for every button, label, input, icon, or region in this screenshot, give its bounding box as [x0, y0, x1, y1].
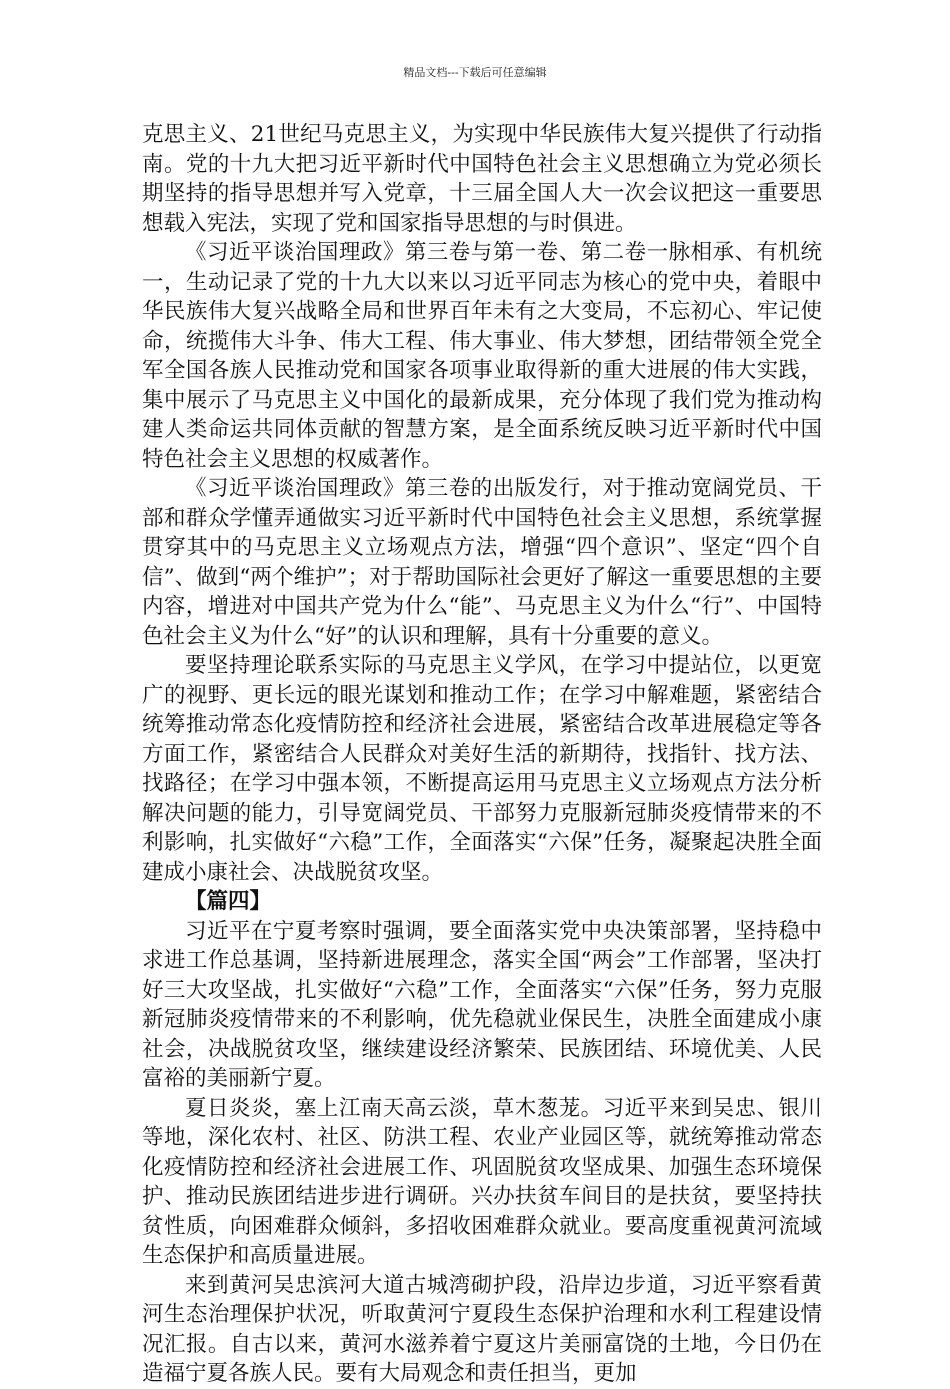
section-heading: 【篇四】 [185, 889, 272, 914]
paragraph-3: 《习近平谈治国理政》第三卷的出版发行，对于推动宽阔党员、干部和群众学懂弄通做实习近平新时代中国特色社会主义思想，系统掌握贯穿其中的马克思主义立场观点方法，增强“四个意识”、坚定“四个自信”、做到“两个维护”；对于帮助国际社会更好了解这一重要思想的主要内容，增进对中国共产党为什么“能”、马克思主义为什么“行”、中国特色社会主义为什么“好”的认识和理解，具有十分重要的意义。 [142, 476, 822, 649]
page-header: 精品文档---下载后可任意编辑 [403, 66, 547, 79]
paragraph-4: 要坚持理论联系实际的马克思主义学风，在学习中提站位，以更宽广的视野、更长远的眼光谋划和推动工作；在学习中解难题，紧密结合统筹推动常态化疫情防控和经济社会进展，紧密结合改革进展稳定等各方面工作，紧密结合人民群众对美好生活的新期待，找指针、找方法、找路径；在学习中强本领，不断提高运用马克思主义立场观点方法分析解决问题的能力，引导宽阔党员、干部努力克服新冠肺炎疫情带来的不利影响，扎实做好“六稳”工作，全面落实“六保”任务，凝聚起决胜全面建成小康社会、决战脱贫攻坚。 [142, 653, 822, 885]
document-body [142, 120, 822, 1389]
paragraph-2: 《习近平谈治国理政》第三卷与第一卷、第二卷一脉相承、有机统一，生动记录了党的十九大以来以习近平同志为核心的党中央，着眼中华民族伟大复兴战略全局和世界百年未有之大变局，不忘初心、牢记使命，统揽伟大斗争、伟大工程、伟大事业、伟大梦想，团结带领全党全军全国各族人民推动党和国家各项事业取得新的重大进展的伟大实践，集中展示了马克思主义中国化的最新成果，充分体现了我们党为推动构建人类命运共同体贡献的智慧方案，是全面系统反映习近平新时代中国特色社会主义思想的权威著作。 [142, 240, 822, 472]
section-paragraph-2: 夏日炎炎，塞上江南天高云淡，草木葱茏。习近平来到吴忠、银川等地，深化农村、社区、防洪工程、农业产业园区等，就统筹推动常态化疫情防控和经济社会进展工作、巩固脱贫攻坚成果、加强生态环境保护、推动民族团结进步进行调研。兴办扶贫车间目的是扶贫，要坚持扶贫性质，向困难群众倾斜，多招收困难群众就业。要高度重视黄河流域生态保护和高质量进展。 [142, 1095, 822, 1268]
paragraph-1: 克思主义、21世纪马克思主义，为实现中华民族伟大复兴提供了行动指南。党的十九大把习近平新时代中国特色社会主义思想确立为党必须长期坚持的指导思想并写入党章，十三届全国人大一次会议把这一重要思想载入宪法，实现了党和国家指导思想的与时俱进。 [142, 122, 822, 236]
section-paragraph-1: 习近平在宁夏考察时强调，要全面落实党中央决策部署，坚持稳中求进工作总基调，坚持新进展理念，落实全国“两会”工作部署，坚决打好三大攻坚战，扎实做好“六稳”工作，全面落实“六保”任务，努力克服新冠肺炎疫情带来的不利影响，优先稳就业保民生，决胜全面建成小康社会，决战脱贫攻坚，继续建设经济繁荣、民族团结、环境优美、人民富裕的美丽新宁夏。 [142, 918, 822, 1091]
section-paragraph-3: 来到黄河吴忠滨河大道古城湾砌护段，沿岸边步道，习近平察看黄河生态治理保护状况，听取黄河宁夏段生态保护治理和水利工程建设情况汇报。自古以来，黄河水滋养着宁夏这片美丽富饶的土地，今日仍在造福宁夏各族人民。要有大局观念和责任担当，更加 [142, 1272, 822, 1386]
